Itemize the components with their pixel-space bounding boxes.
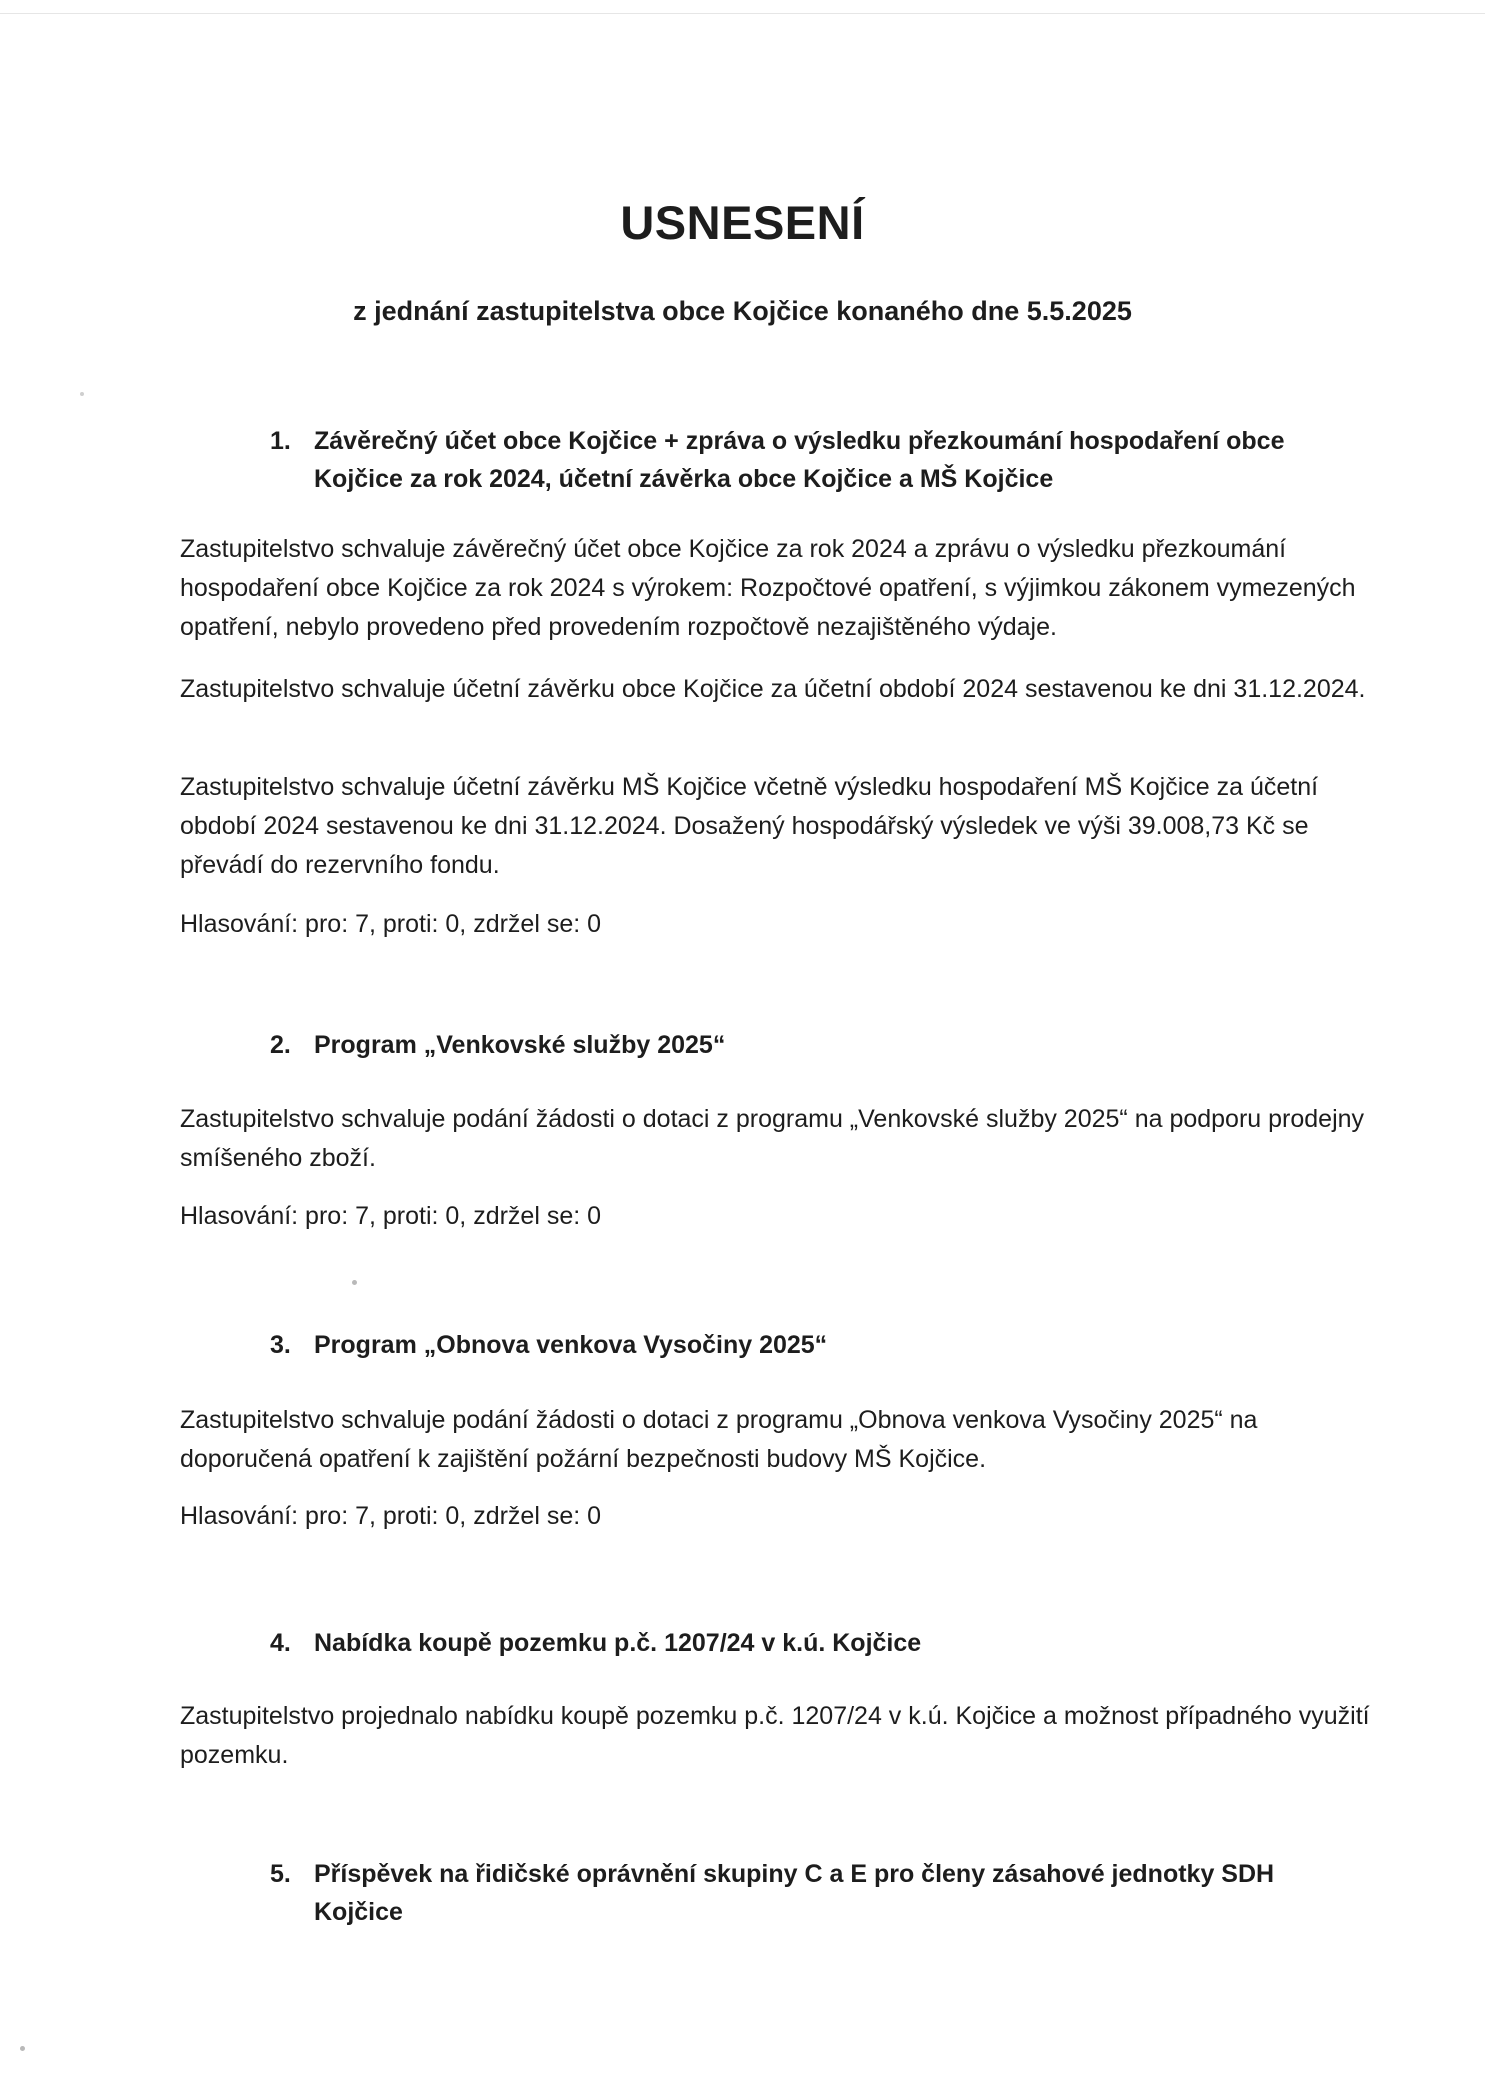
scan-speck	[80, 392, 84, 396]
section-5-heading	[270, 1855, 1350, 1931]
section-1-voting: Hlasování: pro: 7, proti: 0, zdržel se: 0	[180, 910, 602, 938]
section-number: 3.	[270, 1331, 291, 1359]
section-title: Závěrečný účet obce Kojčice + zpráva o výsledku přezkoumání hospodaření obce Kojčice za rok 2024, účetní závěrka obce Kojčice a MŠ Kojčice	[314, 427, 1285, 493]
section-3-voting: Hlasování: pro: 7, proti: 0, zdržel se: 0	[180, 1502, 602, 1530]
scan-speck	[352, 1280, 357, 1285]
section-3-paragraph: Zastupitelstvo schvaluje podání žádosti o dotaci z programu „Obnova venkova Vysočiny 2025“ na doporučená opatření k zajištění požární bezpečnosti budovy MŠ Kojčice.	[180, 1406, 1258, 1473]
section-2-paragraph: Zastupitelstvo schvaluje podání žádosti o dotaci z programu „Venkovské služby 2025“ na podporu prodejny smíšeného zboží.	[180, 1105, 1365, 1172]
section-3-heading	[270, 1326, 1350, 1364]
section-number: 1.	[270, 427, 291, 455]
section-1-paragraph: Zastupitelstvo schvaluje závěrečný účet obce Kojčice za rok 2024 a zprávu o výsledku přezkoumání hospodaření obce Kojčice za rok 2024 s výrokem: Rozpočtové opatření, s výjimkou zákonem vymezených opatření, nebylo provedeno před provedením rozpočtově nezajištěného výdaje.	[180, 535, 1356, 641]
scan-speck	[20, 2046, 25, 2051]
section-title: Program „Venkovské služby 2025“	[314, 1031, 726, 1059]
scan-edge-line	[0, 13, 1485, 14]
section-1-paragraph: Zastupitelstvo schvaluje účetní závěrku MŠ Kojčice včetně výsledku hospodaření MŠ Kojčice za účetní období 2024 sestavenou ke dni 31.12.2024. Dosažený hospodářský výsledek ve výši 39.008,73 Kč se převádí do rezervního fondu.	[180, 773, 1319, 879]
section-number: 4.	[270, 1629, 291, 1657]
section-4-heading	[270, 1624, 1350, 1662]
section-title: Program „Obnova venkova Vysočiny 2025“	[314, 1331, 828, 1359]
section-2-voting: Hlasování: pro: 7, proti: 0, zdržel se: 0	[180, 1202, 602, 1230]
section-number: 5.	[270, 1860, 291, 1888]
section-1-heading	[270, 422, 1350, 498]
section-number: 2.	[270, 1031, 291, 1059]
section-2-heading	[270, 1026, 1350, 1064]
section-4-paragraph: Zastupitelstvo projednalo nabídku koupě pozemku p.č. 1207/24 v k.ú. Kojčice a možnost případného využití pozemku.	[180, 1702, 1370, 1769]
document-title: USNESENÍ	[620, 196, 865, 249]
section-title: Příspěvek na řidičské oprávnění skupiny C a E pro členy zásahové jednotky SDH Kojčice	[314, 1860, 1275, 1926]
section-1-paragraph: Zastupitelstvo schvaluje účetní závěrku obce Kojčice za účetní období 2024 sestavenou ke dni 31.12.2024.	[180, 675, 1366, 703]
section-title: Nabídka koupě pozemku p.č. 1207/24 v k.ú. Kojčice	[314, 1629, 922, 1657]
document-subtitle: z jednání zastupitelstva obce Kojčice konaného dne 5.5.2025	[353, 296, 1132, 326]
